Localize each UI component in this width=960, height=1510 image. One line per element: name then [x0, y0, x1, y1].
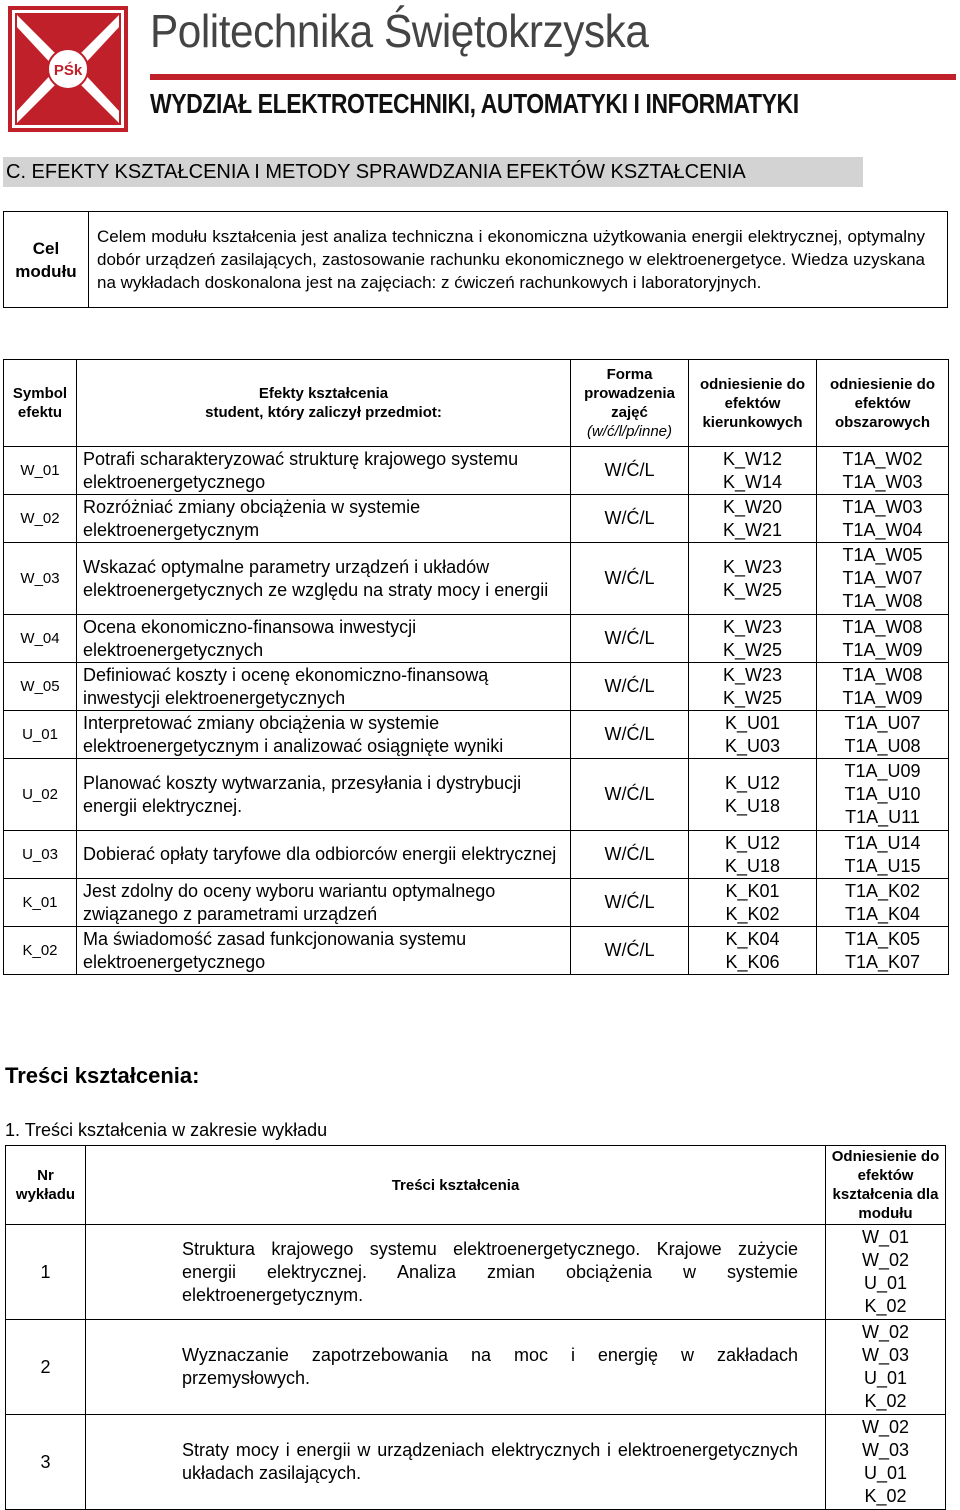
effect-form: W/Ć/L — [571, 711, 689, 759]
direction-refs — [689, 495, 817, 543]
area-refs — [817, 615, 949, 663]
area-ref: T1A_K05 — [844, 928, 921, 949]
area-ref: T1A_U11 — [845, 807, 920, 827]
effect-description: Definiować koszty i ocenę ekonomiczno-finansową inwestycji elektroenergetycznych — [77, 663, 571, 711]
effect-description: Jest zdolny do oceny wyboru wariantu optymalnego związanego z parametrami urządzeń — [77, 879, 571, 927]
area-ref: T1A_U10 — [844, 784, 921, 804]
lecture-content: Struktura krajowego systemu elektroenergetycznego. Krajowe zużycie energii elektrycznej. Analiza zmian obciążenia w systemie elektroenergetycznym. — [86, 1225, 826, 1320]
area-ref: T1A_K04 — [844, 903, 921, 924]
area-refs — [817, 831, 949, 879]
effect-symbol: W_02 — [4, 495, 77, 543]
lecture-ref: U_01 — [863, 1368, 908, 1388]
direction-ref: K_K02 — [725, 903, 780, 924]
direction-ref: K_U12 — [724, 832, 781, 853]
effect-description: Ocena ekonomiczno-finansowa inwestycji elektroenergetycznych — [77, 615, 571, 663]
direction-refs — [689, 663, 817, 711]
effect-row — [4, 831, 949, 879]
effect-form: W/Ć/L — [571, 543, 689, 615]
effect-description: Potrafi scharakteryzować strukturę krajowego systemu elektroenergetycznego — [77, 447, 571, 495]
lecture-content: Straty mocy i energii w urządzeniach elektrycznych i elektroenergetycznych układach zasilających. — [86, 1415, 826, 1510]
lecture-ref: W_03 — [861, 1440, 910, 1460]
direction-ref: K_U01 — [724, 712, 781, 733]
lecture-number: 1 — [6, 1225, 86, 1320]
effect-form: W/Ć/L — [571, 879, 689, 927]
header-effects — [77, 360, 571, 447]
direction-ref: K_W12 — [722, 448, 783, 469]
effect-form: W/Ć/L — [571, 927, 689, 975]
lecture-row — [6, 1225, 946, 1320]
effect-row — [4, 447, 949, 495]
header-direction: odniesienie do efektów kierunkowych — [689, 360, 817, 447]
direction-ref: K_W25 — [722, 639, 783, 660]
effect-row — [4, 615, 949, 663]
direction-ref: K_W21 — [722, 519, 783, 540]
lecture-heading: 1. Treści kształcenia w zakresie wykładu — [5, 1120, 328, 1140]
direction-ref: K_U18 — [724, 855, 781, 876]
effect-row — [4, 711, 949, 759]
effect-symbol: W_05 — [4, 663, 77, 711]
effect-row — [4, 495, 949, 543]
goal-text: Celem modułu kształcenia jest analiza techniczna i ekonomiczna użytkowania energii elektrycznej, optymalny dobór urządzeń zasilających, zastosowanie rachunku ekonomicznego w elektroenergetyce. Wiedza uzyskana na wykładach doskonalona jest na zajęciach: z ćwiczeń rachunkowych i laboratoryjnych. — [89, 212, 948, 308]
header-nr: Nr wykładu — [6, 1146, 86, 1225]
lecture-row — [6, 1415, 946, 1510]
lecture-ref: W_03 — [861, 1345, 910, 1365]
area-ref: T1A_W09 — [842, 639, 923, 660]
direction-refs — [689, 447, 817, 495]
lecture-refs — [826, 1320, 946, 1415]
header-effects-sub: student, który zaliczył przedmiot: — [205, 404, 442, 421]
effect-form: W/Ć/L — [571, 831, 689, 879]
area-ref: T1A_W03 — [842, 496, 923, 517]
direction-ref: K_W23 — [722, 556, 783, 577]
direction-refs — [689, 831, 817, 879]
effect-form: W/Ć/L — [571, 495, 689, 543]
lecture-number: 2 — [6, 1320, 86, 1415]
header-form-sub: (w/ć/l/p/inne) — [586, 423, 673, 440]
effect-symbol: U_03 — [4, 831, 77, 879]
area-ref: T1A_W04 — [842, 519, 923, 540]
area-ref: T1A_W02 — [842, 448, 923, 469]
lecture-ref: W_02 — [861, 1417, 910, 1437]
effect-form: W/Ć/L — [571, 615, 689, 663]
header-area: odniesienie do efektów obszarowych — [817, 360, 949, 447]
direction-ref: K_W23 — [722, 616, 783, 637]
header-form-title: Forma prowadzenia zajęć — [584, 366, 675, 421]
area-ref: T1A_W07 — [842, 568, 923, 588]
area-ref: T1A_W03 — [842, 471, 923, 492]
goal-table — [3, 211, 948, 308]
direction-ref: K_K06 — [725, 951, 780, 972]
header-content: Treści kształcenia — [86, 1146, 826, 1225]
header-symbol: Symbol efektu — [4, 360, 77, 447]
effect-symbol: W_03 — [4, 543, 77, 615]
lecture-number: 3 — [6, 1415, 86, 1510]
lecture-ref: K_02 — [864, 1296, 907, 1316]
section-title: C. EFEKTY KSZTAŁCENIA I METODY SPRAWDZANIA EFEKTÓW KSZTAŁCENIA — [3, 157, 863, 187]
effects-table — [3, 359, 949, 975]
content-heading: Treści kształcenia: — [5, 1063, 200, 1088]
lecture-ref: K_02 — [864, 1486, 907, 1506]
goal-label: Cel modułu — [4, 212, 89, 308]
direction-ref: K_W14 — [722, 471, 783, 492]
lecture-row — [6, 1320, 946, 1415]
direction-ref: K_W25 — [722, 687, 783, 708]
header-rule — [150, 74, 956, 80]
effect-symbol: K_01 — [4, 879, 77, 927]
area-ref: T1A_W09 — [842, 687, 923, 708]
area-ref: T1A_W08 — [842, 591, 923, 611]
effect-row — [4, 879, 949, 927]
lecture-ref: W_02 — [861, 1322, 910, 1342]
lecture-content: Wyznaczanie zapotrzebowania na moc i energię w zakładach przemysłowych. — [86, 1320, 826, 1415]
lecture-table — [5, 1145, 946, 1510]
effect-row — [4, 543, 949, 615]
direction-refs — [689, 759, 817, 831]
effect-symbol: U_01 — [4, 711, 77, 759]
area-refs — [817, 495, 949, 543]
area-refs — [817, 663, 949, 711]
area-ref: T1A_W08 — [842, 616, 923, 637]
direction-refs — [689, 543, 817, 615]
effect-description: Dobierać opłaty taryfowe dla odbiorców energii elektrycznej — [77, 831, 571, 879]
area-refs — [817, 711, 949, 759]
effect-row — [4, 927, 949, 975]
area-ref: T1A_U09 — [844, 761, 921, 781]
area-ref: T1A_U07 — [844, 712, 921, 733]
lecture-ref: K_02 — [864, 1391, 907, 1411]
area-ref: T1A_W08 — [842, 664, 923, 685]
effect-description: Rozróżniać zmiany obciążenia w systemie elektroenergetycznym — [77, 495, 571, 543]
lecture-ref: U_01 — [863, 1273, 908, 1293]
effect-row — [4, 663, 949, 711]
direction-ref: K_W23 — [722, 664, 783, 685]
university-name: Politechnika Świętokrzyska — [150, 5, 649, 57]
effect-description: Planować koszty wytwarzania, przesyłania i dystrybucji energii elektrycznej. — [77, 759, 571, 831]
area-ref: T1A_U15 — [844, 855, 921, 876]
direction-refs — [689, 927, 817, 975]
lecture-ref: W_01 — [861, 1227, 910, 1247]
effect-form: W/Ć/L — [571, 663, 689, 711]
direction-refs — [689, 711, 817, 759]
faculty-name: WYDZIAŁ ELEKTROTECHNIKI, AUTOMATYKI I INFORMATYKI — [150, 88, 799, 119]
effect-description: Ma świadomość zasad funkcjonowania systemu elektroenergetycznego — [77, 927, 571, 975]
lecture-ref: W_02 — [861, 1250, 910, 1270]
area-refs — [817, 447, 949, 495]
area-ref: T1A_U08 — [844, 735, 921, 756]
lecture-refs — [826, 1415, 946, 1510]
effect-description: Interpretować zmiany obciążenia w systemie elektroenergetycznym i analizować osiągnięte wyniki — [77, 711, 571, 759]
university-logo — [8, 6, 128, 132]
direction-refs — [689, 615, 817, 663]
direction-ref: K_W20 — [722, 496, 783, 517]
area-refs — [817, 927, 949, 975]
area-ref: T1A_W05 — [842, 545, 923, 565]
effect-form: W/Ć/L — [571, 759, 689, 831]
effect-row — [4, 759, 949, 831]
direction-ref: K_U12 — [724, 772, 781, 793]
effect-form: W/Ć/L — [571, 447, 689, 495]
header-form — [571, 360, 689, 447]
effect-symbol: W_04 — [4, 615, 77, 663]
logo-text: PŚk — [53, 62, 83, 79]
header-effects-title: Efekty kształcenia — [258, 385, 389, 402]
lecture-ref: U_01 — [863, 1463, 908, 1483]
effect-description: Wskazać optymalne parametry urządzeń i układów elektroenergetycznych ze względu na straty mocy i energii — [77, 543, 571, 615]
area-ref: T1A_K02 — [844, 880, 921, 901]
area-refs — [817, 543, 949, 615]
direction-ref: K_W25 — [722, 579, 783, 600]
area-refs — [817, 879, 949, 927]
effect-symbol: U_02 — [4, 759, 77, 831]
direction-ref: K_U18 — [724, 795, 781, 816]
area-refs — [817, 759, 949, 831]
area-ref: T1A_U14 — [844, 832, 921, 853]
header-ref: Odniesienie do efektów kształcenia dla modułu — [826, 1146, 946, 1225]
direction-refs — [689, 879, 817, 927]
lecture-refs — [826, 1225, 946, 1320]
area-ref: T1A_K07 — [844, 951, 921, 972]
direction-ref: K_K01 — [725, 880, 780, 901]
effect-symbol: W_01 — [4, 447, 77, 495]
effect-symbol: K_02 — [4, 927, 77, 975]
direction-ref: K_U03 — [724, 735, 781, 756]
direction-ref: K_K04 — [725, 928, 780, 949]
